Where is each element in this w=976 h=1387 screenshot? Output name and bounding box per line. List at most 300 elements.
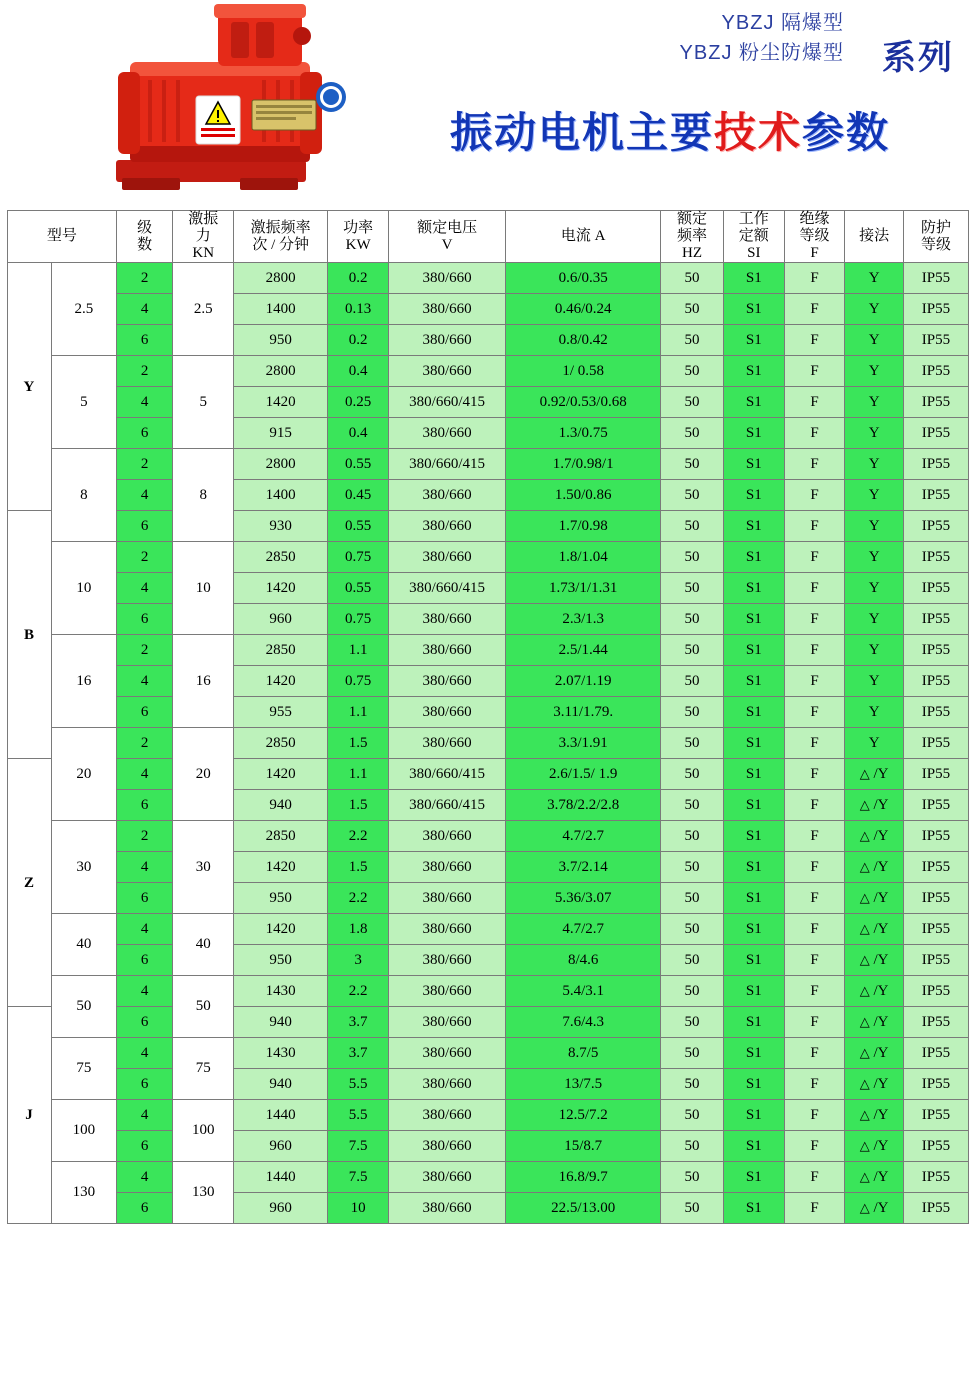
header-line-1: YBZJ 隔爆型	[721, 12, 844, 34]
cell-voltage: 380/660	[388, 914, 505, 945]
cell-duty: S1	[723, 1069, 784, 1100]
cell-current: 0.92/0.53/0.68	[506, 387, 661, 418]
table-row	[8, 666, 969, 697]
cell-voltage: 380/660	[388, 1131, 505, 1162]
cell-current: 13/7.5	[506, 1069, 661, 1100]
cell-pole: 6	[116, 790, 173, 821]
table-row	[8, 883, 969, 914]
model-size: 8	[51, 449, 116, 542]
cell-connection: △ /Y	[845, 852, 904, 883]
cell-power: 1.1	[328, 759, 389, 790]
cell-frequency: 2800	[234, 356, 328, 387]
table-row	[8, 542, 969, 573]
cell-exciting-force: 8	[173, 449, 234, 542]
table-row	[8, 728, 969, 759]
table-row	[8, 976, 969, 1007]
cell-pole: 6	[116, 325, 173, 356]
cell-protection: IP55	[903, 1193, 968, 1224]
table-row	[8, 294, 969, 325]
model-series-letter: Z	[8, 759, 52, 1007]
cell-duty: S1	[723, 387, 784, 418]
cell-pole: 2	[116, 356, 173, 387]
cell-duty: S1	[723, 790, 784, 821]
cell-connection: Y	[845, 635, 904, 666]
cell-insulation: F	[784, 604, 845, 635]
cell-current: 4.7/2.7	[506, 914, 661, 945]
table-row	[8, 635, 969, 666]
cell-protection: IP55	[903, 418, 968, 449]
cell-rated-frequency: 50	[661, 976, 724, 1007]
cell-power: 3.7	[328, 1038, 389, 1069]
cell-voltage: 380/660	[388, 604, 505, 635]
header-frequency: 激振频率 次 / 分钟	[234, 211, 328, 263]
cell-protection: IP55	[903, 511, 968, 542]
cell-current: 0.8/0.42	[506, 325, 661, 356]
table-row	[8, 1069, 969, 1100]
cell-protection: IP55	[903, 728, 968, 759]
cell-frequency: 1430	[234, 1038, 328, 1069]
cell-connection: △ /Y	[845, 1100, 904, 1131]
cell-power: 1.5	[328, 790, 389, 821]
cell-insulation: F	[784, 480, 845, 511]
cell-insulation: F	[784, 790, 845, 821]
cell-protection: IP55	[903, 1162, 968, 1193]
cell-power: 0.2	[328, 263, 389, 294]
cell-connection: Y	[845, 697, 904, 728]
cell-rated-frequency: 50	[661, 573, 724, 604]
cell-current: 1.73/1/1.31	[506, 573, 661, 604]
cell-connection: Y	[845, 728, 904, 759]
cell-pole: 4	[116, 852, 173, 883]
cell-duty: S1	[723, 1007, 784, 1038]
cell-protection: IP55	[903, 573, 968, 604]
cell-protection: IP55	[903, 914, 968, 945]
cell-duty: S1	[723, 1131, 784, 1162]
cell-connection: Y	[845, 263, 904, 294]
cell-exciting-force: 100	[173, 1100, 234, 1162]
cell-insulation: F	[784, 852, 845, 883]
cell-connection: △ /Y	[845, 759, 904, 790]
cell-power: 0.55	[328, 511, 389, 542]
cell-duty: S1	[723, 945, 784, 976]
table-row	[8, 1193, 969, 1224]
cell-duty: S1	[723, 325, 784, 356]
cell-rated-frequency: 50	[661, 511, 724, 542]
cell-connection: △ /Y	[845, 1162, 904, 1193]
cell-insulation: F	[784, 945, 845, 976]
cell-frequency: 960	[234, 1131, 328, 1162]
cell-connection: △ /Y	[845, 1007, 904, 1038]
cell-protection: IP55	[903, 821, 968, 852]
cell-current: 15/8.7	[506, 1131, 661, 1162]
cell-rated-frequency: 50	[661, 666, 724, 697]
specification-table	[7, 210, 969, 1224]
cell-pole: 6	[116, 883, 173, 914]
cell-connection: Y	[845, 387, 904, 418]
cell-voltage: 380/660	[388, 511, 505, 542]
cell-current: 8/4.6	[506, 945, 661, 976]
cell-rated-frequency: 50	[661, 821, 724, 852]
table-row	[8, 573, 969, 604]
cell-frequency: 1420	[234, 914, 328, 945]
cell-pole: 4	[116, 914, 173, 945]
cell-duty: S1	[723, 542, 784, 573]
cell-current: 0.6/0.35	[506, 263, 661, 294]
cell-protection: IP55	[903, 604, 968, 635]
cell-frequency: 960	[234, 1193, 328, 1224]
cell-frequency: 950	[234, 883, 328, 914]
model-size: 5	[51, 356, 116, 449]
cell-rated-frequency: 50	[661, 945, 724, 976]
cell-current: 16.8/9.7	[506, 1162, 661, 1193]
cell-current: 0.46/0.24	[506, 294, 661, 325]
cell-rated-frequency: 50	[661, 1069, 724, 1100]
cell-duty: S1	[723, 449, 784, 480]
cell-current: 2.6/1.5/ 1.9	[506, 759, 661, 790]
table-row	[8, 418, 969, 449]
model-size: 50	[51, 976, 116, 1038]
cell-voltage: 380/660	[388, 542, 505, 573]
cell-duty: S1	[723, 604, 784, 635]
cell-rated-frequency: 50	[661, 356, 724, 387]
cell-frequency: 950	[234, 325, 328, 356]
cell-connection: △ /Y	[845, 1069, 904, 1100]
cell-voltage: 380/660	[388, 635, 505, 666]
cell-rated-frequency: 50	[661, 418, 724, 449]
cell-rated-frequency: 50	[661, 1007, 724, 1038]
warning-label-icon	[196, 96, 240, 144]
header-insulation: 绝缘 等级 F	[784, 211, 845, 263]
cell-power: 5.5	[328, 1069, 389, 1100]
cell-protection: IP55	[903, 387, 968, 418]
cell-voltage: 380/660/415	[388, 387, 505, 418]
cell-connection: Y	[845, 418, 904, 449]
cell-pole: 6	[116, 604, 173, 635]
cell-power: 0.75	[328, 666, 389, 697]
cell-power: 0.2	[328, 325, 389, 356]
cell-connection: Y	[845, 542, 904, 573]
cell-voltage: 380/660	[388, 945, 505, 976]
cell-duty: S1	[723, 573, 784, 604]
table-row	[8, 511, 969, 542]
page-title-part-3: 参数	[802, 109, 891, 156]
cell-connection: △ /Y	[845, 945, 904, 976]
cell-duty: S1	[723, 728, 784, 759]
cell-power: 0.75	[328, 604, 389, 635]
model-size: 2.5	[51, 263, 116, 356]
table-row	[8, 790, 969, 821]
cell-protection: IP55	[903, 852, 968, 883]
cell-frequency: 1400	[234, 294, 328, 325]
header-rated-frequency: 额定 频率 HZ	[661, 211, 724, 263]
cell-pole: 2	[116, 635, 173, 666]
cell-frequency: 1440	[234, 1162, 328, 1193]
cell-voltage: 380/660	[388, 418, 505, 449]
vibration-motor-image	[88, 0, 350, 200]
cell-connection: △ /Y	[845, 883, 904, 914]
cell-pole: 4	[116, 759, 173, 790]
cell-duty: S1	[723, 1193, 784, 1224]
cell-power: 0.55	[328, 449, 389, 480]
model-size: 130	[51, 1162, 116, 1224]
cell-pole: 2	[116, 542, 173, 573]
cell-insulation: F	[784, 573, 845, 604]
cell-rated-frequency: 50	[661, 325, 724, 356]
cell-frequency: 940	[234, 1069, 328, 1100]
cell-power: 7.5	[328, 1131, 389, 1162]
cell-pole: 4	[116, 666, 173, 697]
cell-duty: S1	[723, 883, 784, 914]
cell-voltage: 380/660	[388, 852, 505, 883]
cell-frequency: 940	[234, 1007, 328, 1038]
table-row	[8, 387, 969, 418]
cell-exciting-force: 130	[173, 1162, 234, 1224]
cell-protection: IP55	[903, 759, 968, 790]
cell-insulation: F	[784, 387, 845, 418]
table-row	[8, 1100, 969, 1131]
cell-power: 0.75	[328, 542, 389, 573]
cell-voltage: 380/660	[388, 1162, 505, 1193]
cell-insulation: F	[784, 1038, 845, 1069]
cell-duty: S1	[723, 976, 784, 1007]
cell-current: 12.5/7.2	[506, 1100, 661, 1131]
cell-pole: 4	[116, 1038, 173, 1069]
cell-power: 2.2	[328, 821, 389, 852]
cell-power: 2.2	[328, 976, 389, 1007]
cell-power: 0.4	[328, 418, 389, 449]
cell-pole: 4	[116, 1162, 173, 1193]
cell-duty: S1	[723, 1100, 784, 1131]
cell-connection: △ /Y	[845, 976, 904, 1007]
model-size: 40	[51, 914, 116, 976]
cell-pole: 2	[116, 263, 173, 294]
cell-current: 2.3/1.3	[506, 604, 661, 635]
cell-rated-frequency: 50	[661, 1193, 724, 1224]
cell-pole: 6	[116, 945, 173, 976]
cell-voltage: 380/660	[388, 821, 505, 852]
cell-insulation: F	[784, 418, 845, 449]
cell-pole: 2	[116, 728, 173, 759]
cell-rated-frequency: 50	[661, 542, 724, 573]
cell-frequency: 960	[234, 604, 328, 635]
cell-insulation: F	[784, 821, 845, 852]
cell-frequency: 1420	[234, 852, 328, 883]
cell-protection: IP55	[903, 1069, 968, 1100]
header-current: 电流 A	[506, 211, 661, 263]
header-series-label: 系列	[882, 39, 954, 77]
cell-rated-frequency: 50	[661, 1162, 724, 1193]
cell-connection: Y	[845, 356, 904, 387]
cell-connection: Y	[845, 511, 904, 542]
cell-protection: IP55	[903, 294, 968, 325]
cell-duty: S1	[723, 759, 784, 790]
cell-protection: IP55	[903, 1038, 968, 1069]
cell-duty: S1	[723, 852, 784, 883]
cell-voltage: 380/660	[388, 976, 505, 1007]
header-force: 激振 力 KN	[173, 211, 234, 263]
cell-frequency: 1440	[234, 1100, 328, 1131]
cell-frequency: 2850	[234, 635, 328, 666]
cell-voltage: 380/660	[388, 1069, 505, 1100]
cell-duty: S1	[723, 914, 784, 945]
cell-insulation: F	[784, 883, 845, 914]
cell-duty: S1	[723, 263, 784, 294]
cell-current: 1/ 0.58	[506, 356, 661, 387]
cell-protection: IP55	[903, 945, 968, 976]
page-header	[0, 0, 976, 210]
cell-voltage: 380/660	[388, 325, 505, 356]
cell-exciting-force: 16	[173, 635, 234, 728]
table-row	[8, 821, 969, 852]
cell-connection: Y	[845, 573, 904, 604]
cell-connection: △ /Y	[845, 1193, 904, 1224]
page-title-part-2: 技术	[713, 109, 802, 156]
cell-protection: IP55	[903, 542, 968, 573]
table-row	[8, 1131, 969, 1162]
cell-pole: 6	[116, 1007, 173, 1038]
cell-rated-frequency: 50	[661, 852, 724, 883]
cell-frequency: 1420	[234, 573, 328, 604]
cell-current: 2.5/1.44	[506, 635, 661, 666]
cell-exciting-force: 30	[173, 821, 234, 914]
nameplate	[252, 100, 316, 130]
table-row	[8, 449, 969, 480]
cell-exciting-force: 2.5	[173, 263, 234, 356]
cell-pole: 6	[116, 1069, 173, 1100]
cell-voltage: 380/660	[388, 1100, 505, 1131]
cell-pole: 6	[116, 1131, 173, 1162]
cell-frequency: 1420	[234, 387, 328, 418]
cell-connection: Y	[845, 294, 904, 325]
cell-current: 1.3/0.75	[506, 418, 661, 449]
model-size: 10	[51, 542, 116, 635]
cell-frequency: 2850	[234, 821, 328, 852]
model-size: 100	[51, 1100, 116, 1162]
cell-frequency: 915	[234, 418, 328, 449]
cell-rated-frequency: 50	[661, 914, 724, 945]
cell-protection: IP55	[903, 1100, 968, 1131]
cell-power: 7.5	[328, 1162, 389, 1193]
cell-exciting-force: 5	[173, 356, 234, 449]
model-size: 16	[51, 635, 116, 728]
cell-rated-frequency: 50	[661, 883, 724, 914]
cell-power: 3	[328, 945, 389, 976]
cell-rated-frequency: 50	[661, 697, 724, 728]
cell-pole: 4	[116, 480, 173, 511]
cell-insulation: F	[784, 294, 845, 325]
model-series-letter: Y	[8, 263, 52, 511]
cell-frequency: 2800	[234, 263, 328, 294]
cell-protection: IP55	[903, 325, 968, 356]
cell-duty: S1	[723, 1038, 784, 1069]
cell-frequency: 2850	[234, 728, 328, 759]
cell-protection: IP55	[903, 480, 968, 511]
cell-power: 10	[328, 1193, 389, 1224]
cell-insulation: F	[784, 1162, 845, 1193]
cell-current: 5.4/3.1	[506, 976, 661, 1007]
cell-frequency: 2800	[234, 449, 328, 480]
header-connection: 接法	[845, 211, 904, 263]
cell-exciting-force: 75	[173, 1038, 234, 1100]
cell-power: 1.1	[328, 697, 389, 728]
table-row	[8, 604, 969, 635]
cell-power: 3.7	[328, 1007, 389, 1038]
table-row	[8, 1038, 969, 1069]
table-row	[8, 356, 969, 387]
header-pole: 级 数	[116, 211, 173, 263]
cell-power: 0.13	[328, 294, 389, 325]
cell-insulation: F	[784, 325, 845, 356]
cell-current: 3.11/1.79.	[506, 697, 661, 728]
cell-insulation: F	[784, 263, 845, 294]
cell-insulation: F	[784, 1100, 845, 1131]
cell-rated-frequency: 50	[661, 635, 724, 666]
cell-voltage: 380/660	[388, 480, 505, 511]
cell-pole: 2	[116, 449, 173, 480]
header-voltage: 额定电压 V	[388, 211, 505, 263]
cell-rated-frequency: 50	[661, 1131, 724, 1162]
cell-current: 4.7/2.7	[506, 821, 661, 852]
page-title	[380, 100, 960, 160]
header-protection: 防护 等级	[903, 211, 968, 263]
cell-protection: IP55	[903, 449, 968, 480]
cell-exciting-force: 50	[173, 976, 234, 1038]
cell-connection: Y	[845, 480, 904, 511]
table-body	[8, 263, 969, 1224]
cell-pole: 6	[116, 1193, 173, 1224]
table-row	[8, 1007, 969, 1038]
cell-duty: S1	[723, 356, 784, 387]
cell-frequency: 940	[234, 790, 328, 821]
cell-pole: 4	[116, 573, 173, 604]
cell-insulation: F	[784, 728, 845, 759]
table-row	[8, 480, 969, 511]
cell-voltage: 380/660	[388, 883, 505, 914]
cell-rated-frequency: 50	[661, 759, 724, 790]
header-power: 功率 KW	[328, 211, 389, 263]
table-row	[8, 1162, 969, 1193]
cell-current: 2.07/1.19	[506, 666, 661, 697]
table-row	[8, 325, 969, 356]
cell-duty: S1	[723, 418, 784, 449]
table-row	[8, 759, 969, 790]
model-size: 75	[51, 1038, 116, 1100]
cell-voltage: 380/660/415	[388, 449, 505, 480]
cell-current: 5.36/3.07	[506, 883, 661, 914]
cell-voltage: 380/660	[388, 294, 505, 325]
cell-frequency: 955	[234, 697, 328, 728]
cell-current: 3.3/1.91	[506, 728, 661, 759]
cell-pole: 6	[116, 511, 173, 542]
cell-power: 0.25	[328, 387, 389, 418]
cell-connection: △ /Y	[845, 790, 904, 821]
cell-duty: S1	[723, 1162, 784, 1193]
cell-protection: IP55	[903, 356, 968, 387]
page-title-part-1: 振动电机主要	[449, 109, 714, 156]
cell-insulation: F	[784, 1193, 845, 1224]
cell-voltage: 380/660	[388, 666, 505, 697]
cell-current: 7.6/4.3	[506, 1007, 661, 1038]
model-size: 30	[51, 821, 116, 914]
cell-voltage: 380/660	[388, 1007, 505, 1038]
cell-duty: S1	[723, 666, 784, 697]
cell-pole: 2	[116, 821, 173, 852]
cell-insulation: F	[784, 542, 845, 573]
cell-protection: IP55	[903, 635, 968, 666]
header-model: 型号	[8, 211, 117, 263]
table-header-row	[8, 211, 969, 263]
cell-voltage: 380/660	[388, 697, 505, 728]
